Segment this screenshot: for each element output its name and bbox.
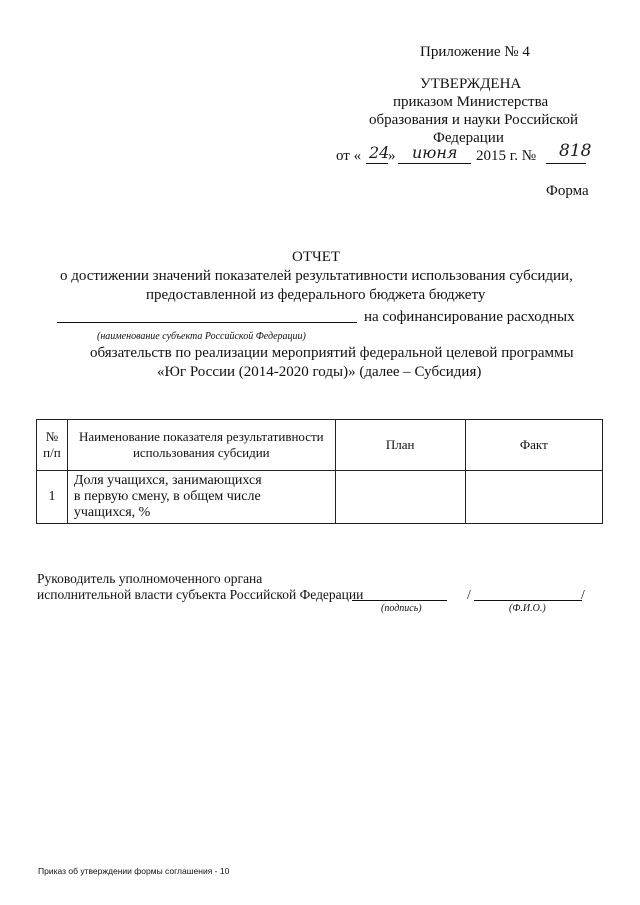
name-caption: (Ф.И.О.)	[509, 603, 546, 614]
header-plan: План	[335, 420, 465, 471]
name-slash-left: /	[467, 587, 471, 602]
title-line-3-suffix: на софинансирование расходных	[364, 309, 575, 325]
report-heading: ОТЧЕТ	[292, 249, 341, 265]
header-num: № п/п	[37, 420, 68, 471]
table-row	[37, 471, 603, 524]
name-blank	[474, 600, 582, 601]
handwritten-order-number: 818	[559, 141, 592, 161]
signature-blank	[352, 600, 447, 601]
indicator-table	[36, 419, 603, 524]
approved-line-2: образования и науки Российской	[369, 112, 579, 128]
appendix-label: Приложение № 4	[420, 44, 530, 60]
title-line-1: о достижении значений показателей результативности использования субсидии,	[60, 268, 573, 284]
name-slash-right: /	[581, 587, 585, 602]
signature-line-1: Руководитель уполномоченного органа	[37, 571, 263, 586]
row-plan-cell[interactable]	[335, 471, 465, 524]
page-footer: Приказ об утверждении формы соглашения - 10	[38, 866, 230, 876]
signature-line-2: исполнительной власти субъекта Российской Федерации	[37, 587, 364, 602]
approved-line-1: приказом Министерства	[393, 94, 549, 110]
approved-line-3: Федерации	[433, 130, 504, 146]
form-label: Форма	[546, 183, 589, 199]
title-line-5: «Юг России (2014-2020 годы)» (далее – Субсидия)	[157, 364, 482, 380]
date-mid: »	[388, 148, 396, 164]
title-line-2: предоставленной из федерального бюджета бюджету	[146, 287, 486, 303]
approved-label: УТВЕРЖДЕНА	[420, 76, 522, 92]
handwritten-day: 24	[369, 143, 390, 162]
row-indicator-name: Доля учащихся, занимающихся в первую смену, в общем числе учащихся, %	[67, 471, 335, 524]
row-num: 1	[37, 471, 68, 524]
row-fact-cell[interactable]	[465, 471, 602, 524]
table-header-row	[37, 420, 603, 471]
signature-caption: (подпись)	[381, 603, 422, 614]
subject-blank-line	[57, 322, 357, 323]
date-prefix: от «	[336, 148, 362, 164]
subject-caption: (наименование субъекта Российской Федерации)	[97, 331, 306, 342]
handwritten-month: июня	[412, 143, 458, 162]
header-fact: Факт	[465, 420, 602, 471]
title-line-4: обязательств по реализации мероприятий федеральной целевой программы	[90, 345, 574, 361]
date-year: 2015 г. №	[476, 148, 537, 164]
header-name: Наименование показателя результативности использования субсидии	[67, 420, 335, 471]
